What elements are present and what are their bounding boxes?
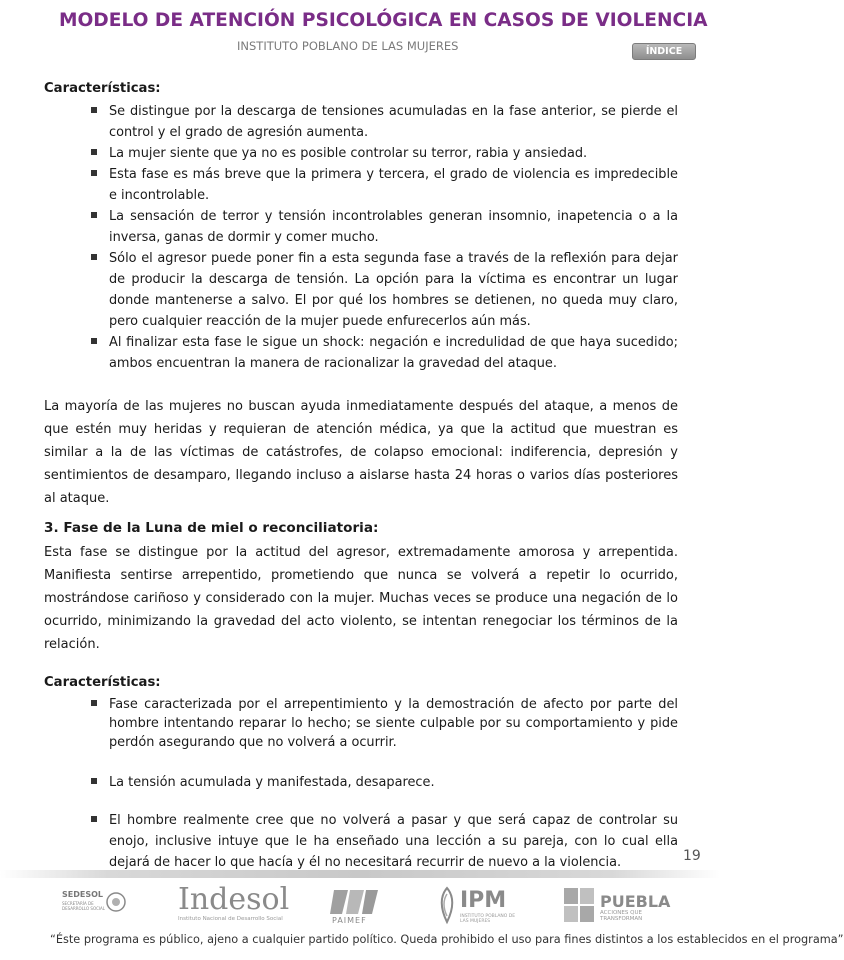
page-header	[0, 0, 720, 70]
list-item: Al finalizar esta fase le sigue un shock: negación e incredulidad de que haya sucedido; ambos encuentran la manera de racionalizar la gravedad del ataque.	[109, 332, 678, 374]
sedesol-logo: SEDESOL SECRETARÍA DE DESARROLLO SOCIAL	[62, 888, 132, 924]
characteristics-heading-2: Características:	[44, 675, 161, 690]
puebla-emblem-icon	[562, 886, 598, 924]
square-bullet-icon	[91, 170, 97, 176]
characteristics-list-2	[44, 695, 678, 873]
paragraph-after-attack: La mayoría de las mujeres no buscan ayuda inmediatamente después del ataque, a menos de que estén muy heridas y requieran de atención médica, ya que la actitud que muestran es similar a la de las víctimas de catástrofes, de colapso emocional: indiferencia, depresión y sentimientos de desamparo, llegando incluso a aislarse hasta 24 horas o varios días posteriores al ataque.	[44, 399, 678, 506]
square-bullet-icon	[91, 254, 97, 260]
list-item: La tensión acumulada y manifestada, desaparece.	[109, 772, 678, 793]
list-item: Sólo el agresor puede poner fin a esta segunda fase a través de la reflexión para dejar de producir la descarga de tensión. La opción para la víctima es encontrar un lugar donde mantenerse a salvo. El por qué los hombres se detienen, no queda muy claro, pero cualquier reacción de la mujer puede enfurecerlos aún más.	[109, 248, 678, 332]
page-content	[44, 78, 678, 873]
index-button[interactable]: ÍNDICE	[632, 43, 696, 60]
square-bullet-icon	[91, 212, 97, 218]
characteristics-heading: Características:	[44, 81, 161, 96]
ipm-emblem-icon	[436, 886, 458, 924]
square-bullet-icon	[91, 107, 97, 113]
program-disclaimer: “Éste programa es público, ajeno a cualquier partido político. Queda prohibido el uso para fines distintos a los establecidos en el programa”	[50, 933, 844, 946]
list-item: Fase caracterizada por el arrepentimiento y la demostración de afecto por parte del hombre intentando reparar lo hecho; se siente culpable por su comportamiento y pide perdón asegurando que no volverá a ocurrir.	[109, 695, 678, 752]
paimef-logo: PAIMEF	[328, 886, 380, 926]
ipm-logo: IPM INSTITUTO POBLANO DE LAS MUJERES	[436, 886, 526, 926]
list-item: El hombre realmente cree que no volverá a pasar y que será capaz de controlar su enojo, inclusive intuye que le ha enseñado una lección a su pareja, con lo cual ella dejará de hacer lo que hacía y él no necesitará recurrir de nuevo a la violencia.	[109, 810, 678, 873]
list-item: Esta fase es más breve que la primera y tercera, el grado de violencia es impredecible e incontrolable.	[109, 164, 678, 206]
footer-divider	[0, 870, 720, 878]
square-bullet-icon	[91, 700, 97, 706]
list-item: La sensación de terror y tensión incontrolables generan insomnio, inapetencia o a la inversa, ganas de dormir y comer mucho.	[109, 206, 678, 248]
square-bullet-icon	[91, 149, 97, 155]
list-item: Se distingue por la descarga de tensiones acumuladas en la fase anterior, se pierde el control y el grado de agresión aumenta.	[109, 101, 678, 143]
square-bullet-icon	[91, 816, 97, 822]
square-bullet-icon	[91, 778, 97, 784]
phase-3-heading: 3. Fase de la Luna de miel o reconciliatoria:	[44, 520, 379, 536]
square-bullet-icon	[91, 338, 97, 344]
list-item: La mujer siente que ya no es posible controlar su terror, rabia y ansiedad.	[109, 143, 678, 164]
phase-3-paragraph: Esta fase se distingue por la actitud del agresor, extremadamente amorosa y arrepentida. Manifiesta sentirse arrepentido, prometiendo que nunca se volverá a repetir lo ocurrido, mostrándose cariñoso y considerado con la mujer. Muchas veces se produce una negación de lo ocurrido, minimizando la gravedad del acto violento, se intentan renegociar los términos de la relación.	[44, 545, 678, 652]
indesol-logo: Indesol Instituto Nacional de Desarrollo Social	[178, 882, 290, 922]
institute-subtitle: INSTITUTO POBLANO DE LAS MUJERES	[237, 39, 459, 53]
document-title: MODELO DE ATENCIÓN PSICOLÓGICA EN CASOS DE VIOLENCIA	[59, 10, 708, 31]
page-number: 19	[683, 848, 701, 864]
characteristics-list	[44, 101, 678, 374]
puebla-logo: PUEBLA ACCIONES QUE TRANSFORMAN	[562, 886, 692, 926]
